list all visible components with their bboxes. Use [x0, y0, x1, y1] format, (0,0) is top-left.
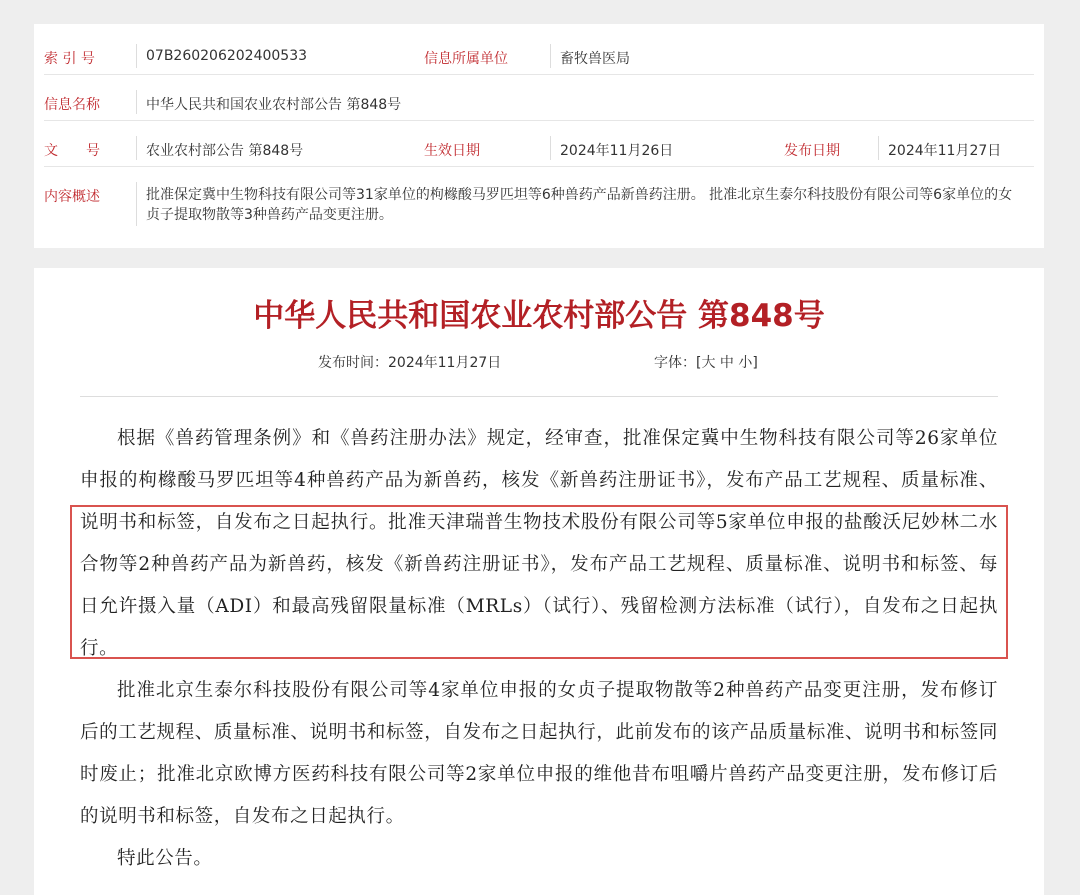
- publish-time: 发布时间：2024年11月27日: [318, 355, 502, 371]
- article-card: [34, 268, 1044, 895]
- metadata-card: [34, 24, 1044, 248]
- effective-date-label: 生效日期: [424, 143, 480, 159]
- index-value: 07B260206202400533: [146, 48, 308, 64]
- meta-row-index: [44, 38, 1034, 75]
- name-label: 信息名称: [44, 97, 100, 113]
- effective-date-value: 2024年11月26日: [560, 143, 674, 159]
- doc-number-value: 农业农村部公告 第848号: [146, 143, 304, 159]
- article-title: 中华人民共和国农业农村部公告 第848号: [253, 298, 825, 334]
- summary-value: 批准保定冀中生物科技有限公司等31家单位的枸橼酸马罗匹坦等6种兽药产品新兽药注册。 批准北京生泰尔科技股份有限公司等6家单位的女贞子提取物散等3种兽药产品变更注册。: [146, 187, 1013, 223]
- meta-row-name: [44, 84, 1034, 121]
- summary-label: 内容概述: [44, 189, 100, 205]
- divider: [80, 396, 998, 397]
- unit-value: 畜牧兽医局: [560, 51, 630, 67]
- unit-label: 信息所属单位: [424, 51, 508, 67]
- paragraph-2: 批准北京生泰尔科技股份有限公司等4家单位申报的女贞子提取物散等2种兽药产品变更注册，发布修订后的工艺规程、质量标准、说明书和标签，自发布之日起执行，此前发布的该产品质量标准、说明书和标签同时废止；批准北京欧博方医药科技有限公司等2家单位申报的维他昔布咀嚼片兽药产品变更注册，发布修订后的说明书和标签，自发布之日起执行。: [80, 680, 998, 827]
- font-size-control[interactable]: 字体：[大 中 小]: [654, 355, 758, 371]
- paragraph-1: 根据《兽药管理条例》和《兽药注册办法》规定，经审查，批准保定冀中生物科技有限公司等26家单位申报的枸橼酸马罗匹坦等4种兽药产品为新兽药，核发《新兽药注册证书》，发布产品工艺规程、质量标准、说明书和标签，自发布之日起执行。批准天津瑞普生物技术股份有限公司等5家单位申报的盐酸沃尼妙林二水合物等2种兽药产品为新兽药，核发《新兽药注册证书》，发布产品工艺规程、质量标准、说明书和标签、每日允许摄入量（ADI）和最高残留限量标准（MRLs）（试行）、残留检测方法标准（试行），自发布之日起执行。: [80, 428, 998, 659]
- publish-date-value: 2024年11月27日: [888, 143, 1002, 159]
- meta-row-doc: [44, 130, 1034, 167]
- publish-date-label: 发布日期: [784, 143, 840, 159]
- name-value: 中华人民共和国农业农村部公告 第848号: [146, 97, 402, 113]
- paragraph-3: 特此公告。: [117, 848, 213, 869]
- index-label: 索 引 号: [44, 51, 95, 67]
- meta-row-summary: [44, 176, 1034, 236]
- doc-number-label: 文 号: [44, 143, 100, 159]
- article-body: [80, 418, 998, 880]
